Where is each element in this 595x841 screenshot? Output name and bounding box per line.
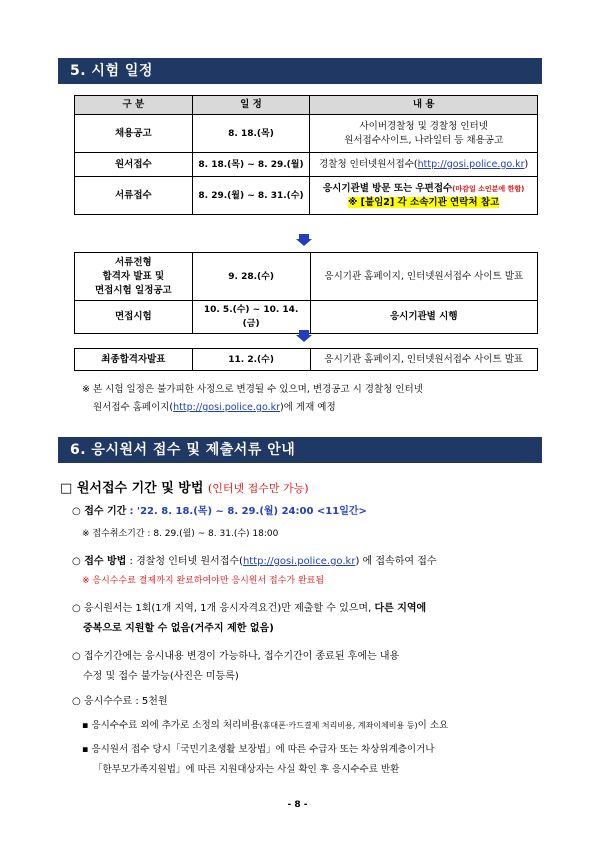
- row-date: 8. 18.(목) ~ 8. 29.(월): [192, 153, 310, 177]
- detail-red-note: (마감일 소인분에 한함): [452, 184, 525, 193]
- label-line: 합격자 발표 및: [102, 270, 165, 282]
- detail-text: ): [524, 158, 529, 170]
- note-line: ※ 본 시험 일정은 불가피한 사정으로 변경될 수 있으며, 변경공고 시 경찰청 인터넷: [82, 384, 423, 395]
- table-header-row: [75, 96, 538, 115]
- schedule-table-part3: [74, 348, 538, 371]
- table-row: [75, 153, 538, 177]
- table-row: [75, 349, 538, 371]
- page-number: - 8 -: [287, 800, 308, 810]
- bullet-text: 「한부모가족지원법」에 따른 지원대상자는 사실 확인 후 응시수수료 반환: [93, 764, 400, 775]
- schedule-note: [82, 381, 542, 417]
- row-date: 9. 28.(수): [192, 253, 310, 301]
- method-item: [72, 552, 542, 572]
- gosi-link[interactable]: http://gosi.police.go.kr: [242, 556, 356, 567]
- subheading-text: 원서접수 기간 및 방법: [76, 481, 204, 496]
- row-label: 원서접수: [75, 153, 193, 177]
- arrow-down-icon: [296, 335, 312, 342]
- gosi-link[interactable]: http://gosi.police.go.kr: [173, 402, 281, 413]
- row-date: 8. 29.(월) ~ 8. 31.(수): [192, 177, 310, 215]
- row-label: 서류접수: [75, 177, 193, 215]
- fee-item: ○ 응시수수료 : 5천원: [72, 696, 168, 707]
- table-row: [75, 301, 538, 334]
- item-bold-text: 중복으로 지원할 수 없음(거주지 제한 없음): [83, 623, 274, 634]
- row-detail: [310, 177, 538, 215]
- method-text: ) 에 접속하여 접수: [355, 556, 437, 567]
- note-line: [82, 399, 542, 417]
- period-item: [72, 502, 542, 522]
- period-label: ○ 접수 기간: [72, 506, 127, 517]
- method-text: : 경찰청 인터넷 원서접수(: [129, 556, 243, 567]
- period-value: : '22. 8. 18.(목) ~ 8. 29.(월) 24:00 <11일간>: [129, 506, 367, 517]
- row-label: 면접시험: [75, 301, 193, 334]
- subheading: [60, 477, 309, 496]
- note-text: 원서접수 홈페이지(: [93, 402, 174, 413]
- item-text: ○ 응시원서는 1회(1개 지역, 1개 응시자격요건)만 제출할 수 있으며,: [72, 603, 372, 614]
- section-6-header: [58, 437, 542, 463]
- header-content: 내 용: [310, 96, 538, 115]
- bullet-small-text: (휴대폰·카드결제 처리비용, 계좌이체비용 등): [259, 721, 418, 730]
- section-5-title: 5. 시험 일정: [70, 63, 153, 79]
- label-line: 서류전형: [115, 256, 152, 268]
- fee-payment-note: ※ 응시수수료 결제까지 완료하여야만 응시원서 접수가 완료됨: [82, 576, 325, 586]
- method-label: ○ 접수 방법: [72, 556, 127, 567]
- table-row: [75, 253, 538, 301]
- section-6-title: 6. 응시원서 접수 및 제출서류 안내: [70, 442, 296, 458]
- label-line: 면접시험 일정공고: [95, 284, 172, 296]
- row-date: 10. 5.(수) ~ 10. 14.(금): [192, 301, 310, 334]
- subheading-note: (인터넷 접수만 가능): [207, 482, 309, 495]
- detail-line: 사이버경찰청 및 경찰청 인터넷: [359, 120, 488, 132]
- bullet-text: ▪ 응시수수료 외에 추가로 소정의 처리비용: [82, 720, 260, 731]
- header-date: 일 정: [192, 96, 310, 115]
- bullet-refund: [82, 740, 542, 780]
- header-category: 구 분: [75, 96, 193, 115]
- detail-line: 원서접수사이트, 나라일터 등 채용공고: [344, 134, 504, 146]
- row-detail: 응시기관 홈페이지, 인터넷원서접수 사이트 발표: [310, 253, 538, 301]
- item-bold-text: 다른 지역에: [374, 603, 427, 614]
- item-text: 수정 및 접수 불가능(사진은 미등록): [83, 671, 239, 682]
- note-text: )에 게재 예정: [280, 402, 336, 413]
- row-date: 8. 18.(목): [192, 115, 310, 153]
- cancel-period: ※ 접수취소기간 : 8. 29.(월) ~ 8. 31.(수) 18:00: [82, 529, 279, 539]
- table-row: [75, 115, 538, 153]
- schedule-table-part1: [74, 95, 538, 215]
- detail-text: 응시기관별 방문 또는 우편접수: [322, 182, 453, 194]
- row-label: 최종합격자발표: [75, 349, 193, 371]
- arrow-down-icon: [296, 239, 312, 246]
- row-date: 11. 2.(수): [192, 349, 310, 371]
- bullet-text: ▪ 응시원서 접수 당시「국민기초생활 보장법」에 따른 수급자 또는 차상위계층이거나: [82, 744, 435, 755]
- row-detail: [310, 115, 538, 153]
- row-detail: [310, 153, 538, 177]
- one-application-item: [72, 599, 542, 639]
- detail-line: [313, 182, 534, 196]
- detail-text: 경찰청 인터넷원서접수(: [319, 158, 418, 170]
- section-5-header: [58, 58, 542, 84]
- row-label: [75, 253, 193, 301]
- gosi-link[interactable]: http://gosi.police.go.kr: [417, 158, 525, 170]
- checkbox-icon: □: [60, 481, 73, 496]
- schedule-table-part2: [74, 252, 538, 334]
- item-text: ○ 접수기간에는 응시내용 변경이 가능하나, 접수기간이 종료된 후에는 내용: [72, 651, 400, 662]
- bullet-text: 이 소요: [417, 720, 449, 731]
- row-detail: 응시기관 홈페이지, 인터넷원서접수 사이트 발표: [310, 349, 538, 371]
- table-row: [75, 177, 538, 215]
- change-item: [72, 647, 542, 687]
- row-label: 채용공고: [75, 115, 193, 153]
- highlight-note: ※ [붙임2] 각 소속기관 연락처 참고: [348, 196, 500, 208]
- bullet-extra-cost: [82, 716, 542, 736]
- row-detail: 응시기관별 시행: [310, 301, 538, 334]
